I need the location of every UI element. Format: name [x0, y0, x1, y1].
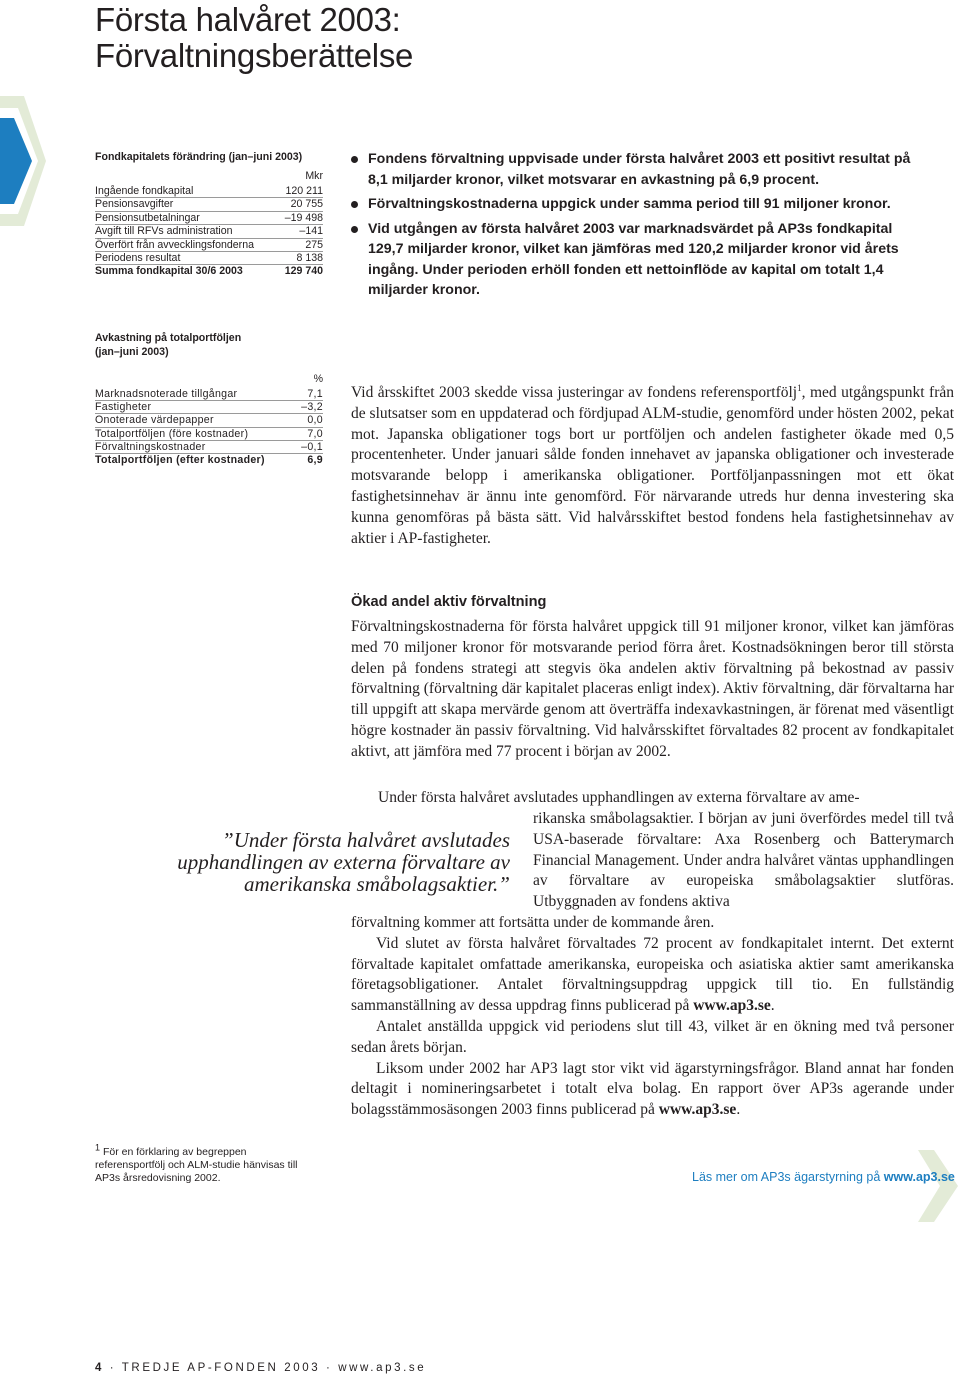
- chevron-decoration-icon: [0, 96, 46, 226]
- table-row: Periodens resultat 8 138: [95, 252, 323, 265]
- body-paragraph: Vid slutet av första halvåret förvaltades 72 procent av fondkapitalet internt. Det externt förvaltade kapitalet omfattade amerikanska, europeiska och asiatiska aktier samt amerikanska företagsobligationer. Antalet förvaltningsuppdrag uppgick till tio. En fullständig sammanställning av dessa uppdrag finns publicerad på www.ap3.se.: [351, 934, 954, 1015]
- pull-quote: ”Under första halvåret avslutades upphandlingen av externa förvaltare av amerikanska småbolagsaktier.”: [177, 828, 510, 896]
- table-row: Förvaltningskostnader –0,1: [95, 440, 323, 453]
- bullet-item: Förvaltningskostnaderna uppgick under samma period till 91 miljoner kronor.: [351, 194, 926, 215]
- table-row: Pensionsavgifter 20 755: [95, 198, 323, 211]
- page-title-line1: Första halvåret 2003:: [95, 1, 401, 38]
- table-total-row: Totalportföljen (efter kostnader) 6,9: [95, 454, 323, 467]
- page-number: 4: [95, 1362, 104, 1374]
- footnote-ref: 1: [797, 382, 802, 393]
- body-paragraph: Förvaltningskostnaderna för första halvåret uppgick till 91 miljoner kronor, vilket kan jämföras med 70 miljoner kronor för motsvarande period förra året. Kostnadsökningen beror till största delen på fondens strategi att stegvis öka andelen aktiv förvaltning på bekostnad av passiv förvaltning (förvaltning där kapitalet placeras enligt index). Aktiv förvaltning, där förvaltarna har till uppgift att skapa mervärde genom att överträffa indexavkastningen, är förenat med väsentligt högre kostnader än passiv förvaltning. Vid halvårsskiftet förvaltades 82 procent av fondkapitalet aktivt, att jämföra med 77 procent i början av 2002.: [351, 618, 954, 760]
- body-paragraph: Liksom under 2002 har AP3 lagt stor vikt vid ägarstyrningsfrågor. Bland annat har fonden deltagit i nomineringsarbetet i totalt elva bolag. En rapport över AP3s agerande under bolagsstämmosäsongen 2003 finns publicerad på www.ap3.se.: [351, 1059, 954, 1119]
- bullet-item: Fondens förvaltning uppvisade under första halvåret 2003 ett positivt resultat på 8,1 miljarder kronor, vilket motsvarar en avkastning på 6,9 procent.: [351, 149, 926, 190]
- table-unit: %: [313, 373, 323, 385]
- website-link[interactable]: www.ap3.se: [693, 997, 771, 1015]
- body-paragraph: Under första halvåret avslutades upphandlingen av externa förvaltare av ame-: [378, 789, 860, 806]
- table-total-row: Summa fondkapital 30/6 2003 129 740: [95, 265, 323, 278]
- table-row: Överfört från avvecklingsfonderna 275: [95, 238, 323, 251]
- table-row: Onoterade värdepapper 0,0: [95, 414, 323, 427]
- return-table: [95, 331, 323, 466]
- fund-capital-table: [95, 151, 323, 278]
- body-text-block: [351, 913, 954, 1121]
- read-more-link[interactable]: Läs mer om AP3s ägarstyrning på www.ap3.se: [692, 1170, 955, 1184]
- table-row: Totalportföljen (före kostnader) 7,0: [95, 427, 323, 440]
- body-paragraph: förvaltning kommer att fortsätta under de kommande åren.: [351, 914, 715, 931]
- body-paragraph: rikanska småbolagsaktier. I början av juni överfördes medel till två USA-baserade förvaltare: Axa Rosenberg och Batterymarch Financial Management. Under andra halvåret väntas upphandlingen av förvaltare av europeiska småbolagsaktier slutföras. Utbyggnaden av fondens aktiva: [533, 810, 954, 911]
- website-link[interactable]: www.ap3.se: [658, 1101, 737, 1119]
- summary-bullets: [351, 149, 926, 305]
- page-footer: 4 · TREDJE AP-FONDEN 2003 · www.ap3.se: [95, 1362, 427, 1374]
- table-row: Pensionsutbetalningar –19 498: [95, 211, 323, 224]
- page-title: [95, 2, 413, 74]
- table-heading: Avkastning på totalportföljen (jan–juni 2003): [95, 332, 242, 358]
- table-unit: Mkr: [305, 170, 323, 182]
- table-row: Fastigheter –3,2: [95, 401, 323, 414]
- section-heading: Ökad andel aktiv förvaltning: [351, 594, 547, 610]
- table-heading: Fondkapitalets förändring (jan–juni 2003): [95, 151, 303, 163]
- footnote: 1 För en förklaring av begreppen referensportfölj och ALM-studie hänvisas till AP3s årsredovisning 2002.: [95, 1142, 298, 1184]
- chevron-right-icon: [918, 1150, 958, 1222]
- page-title-line2: Förvaltningsberättelse: [95, 37, 414, 74]
- table-row: Avgift till RFVs administration –141: [95, 225, 323, 238]
- body-paragraph: Vid årsskiftet 2003 skedde vissa justeringar av fondens referensportfölj$^1$, med utgångspunkt från de slutsatser som en uppdaterad och fördjupad ALM-studie, genomförd under hösten 2002, pekat mot. Japanska obligationer togs bort ur portföljen och andelen fastigheter ökade med 0,5 procentenheter. Under januari sålde fonden innehavet av japanska obligationer och investerade motsvarande belopp i amerikanska obligationer. Portföljanpassningen mot ett ökat fastighetsinnehav är ännu inte genomförd. För närvarande utreds hur denna investering ska kunna genomföras på bästa sätt. Vid halvårsskiftet bestod fondens hela fastighetsinnehav av aktier i AP-fastigheter.: [351, 382, 954, 547]
- bullet-item: Vid utgången av första halvåret 2003 var marknadsvärdet på AP3s fondkapital 129,7 miljarder kronor, vilket kan jämföras med 120,2 miljarder kronor vid årets ingång. Under perioden erhöll fonden ett nettoinflöde av kapital om totalt 1,4 miljarder kronor.: [351, 219, 926, 301]
- table-row: Ingående fondkapital 120 211: [95, 185, 323, 197]
- body-paragraph: Antalet anställda uppgick vid periodens slut till 43, vilket är en ökning med två personer sedan årets början.: [351, 1017, 954, 1056]
- table-row: Marknadsnoterade tillgångar 7,1: [95, 388, 323, 400]
